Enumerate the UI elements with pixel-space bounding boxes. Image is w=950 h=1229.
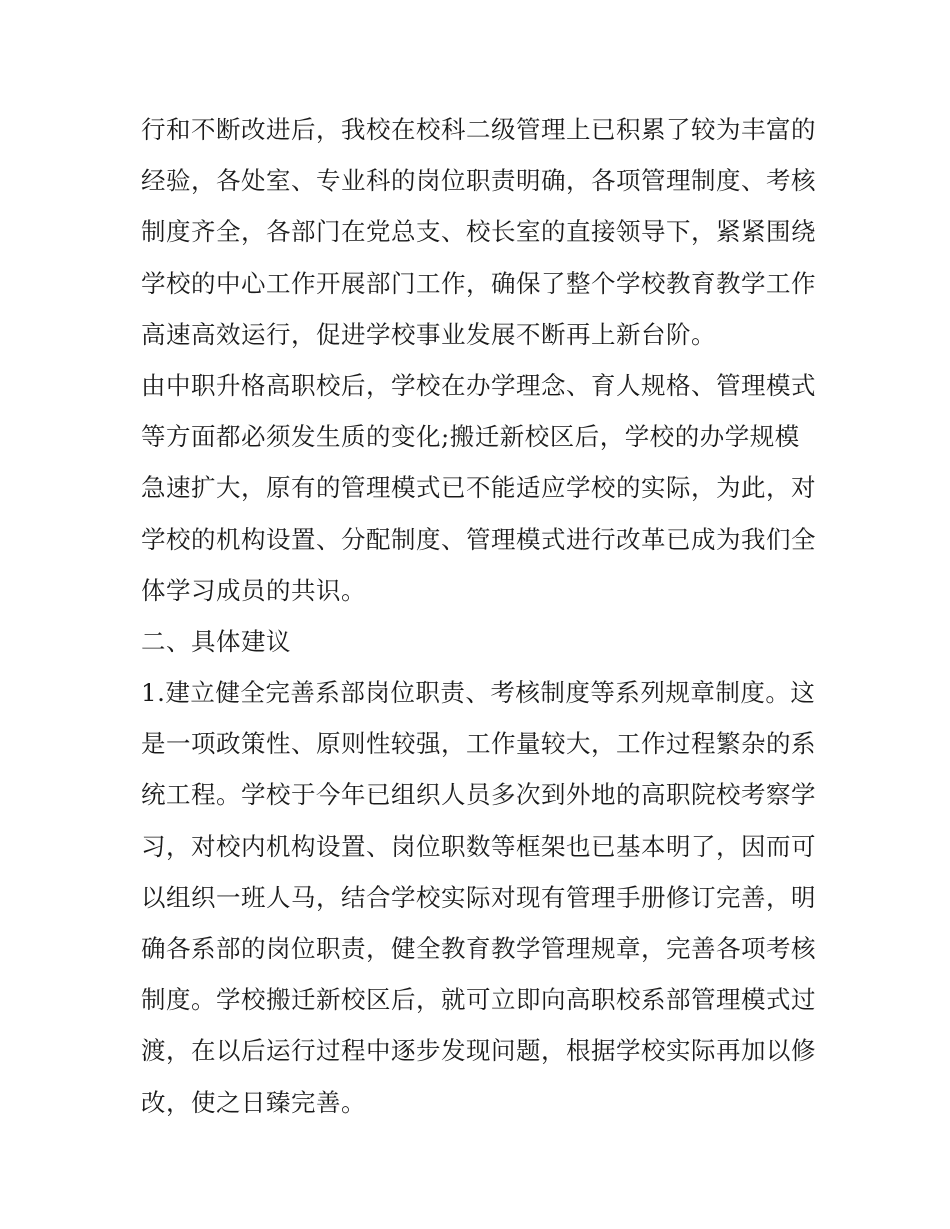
text-line: 确各系部的岗位职责，健全教育教学管理规章，完善各项考核 [141, 934, 816, 963]
text-line: 由中职升格高职校后，学校在办学理念、育人规格、管理模式 [141, 370, 816, 400]
text-line: 1.建立健全完善系部岗位职责、考核制度等系列规章制度。这 [141, 678, 816, 708]
text-line: 高速高效运行，促进学校事业发展不断再上新台阶。 [141, 319, 716, 349]
text-line: 学校的中心工作开展部门工作，确保了整个学校教育教学工作 [141, 268, 816, 298]
section-heading: 二、具体建议 [141, 626, 291, 656]
text-line: 以组织一班人马，结合学校实际对现有管理手册修订完善，明 [141, 882, 816, 912]
text-line: 急速扩大，原有的管理模式已不能适应学校的实际，为此，对 [141, 473, 816, 503]
text-line: 等方面都必须发生质的变化;搬迁新校区后，学校的办学规模 [141, 422, 800, 452]
text-line: 体学习成员的共识。 [141, 575, 366, 605]
text-line: 渡，在以后运行过程中逐步发现问题，根据学校实际再加以修 [141, 1036, 816, 1066]
text-line: 统工程。学校于今年已组织人员多次到外地的高职院校考察学 [141, 780, 816, 810]
body-text [141, 104, 821, 1128]
text-line: 制度。学校搬迁新校区后，就可立即向高职校系部管理模式过 [141, 985, 816, 1015]
text-line: 行和不断改进后，我校在校科二级管理上已积累了较为丰富的 [141, 115, 816, 144]
text-line: 习，对校内机构设置、岗位职数等框架也已基本明了，因而可 [141, 831, 816, 861]
text-line: 经验，各处室、专业科的岗位职责明确，各项管理制度、考核 [141, 166, 816, 196]
text-line: 改，使之日臻完善。 [141, 1087, 366, 1117]
text-line: 制度齐全，各部门在党总支、校长室的直接领导下，紧紧围绕 [141, 217, 816, 247]
text-line: 学校的机构设置、分配制度、管理模式进行改革已成为我们全 [141, 524, 816, 554]
text-line: 是一项政策性、原则性较强，工作量较大，工作过程繁杂的系 [141, 729, 816, 759]
